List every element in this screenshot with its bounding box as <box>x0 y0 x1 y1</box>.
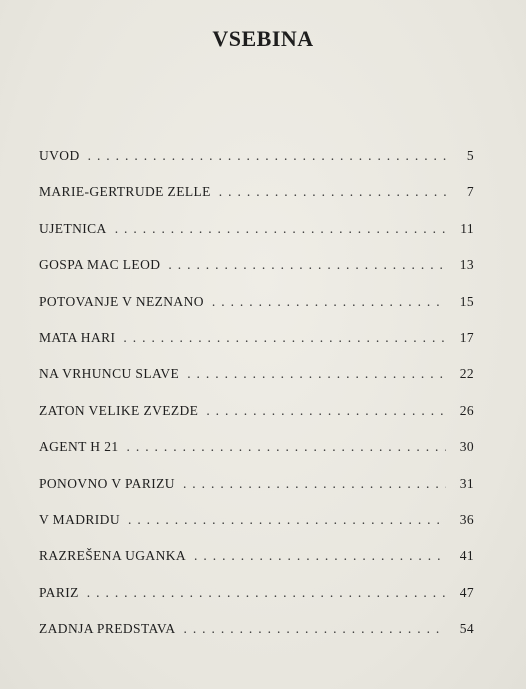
dot-leader <box>183 476 446 492</box>
toc-entry-page: 22 <box>459 366 474 382</box>
dot-leader <box>88 148 446 164</box>
dot-leader <box>194 548 446 564</box>
toc-entry-title: ZADNJA PREDSTAVA <box>39 621 176 637</box>
dot-leader <box>212 294 446 310</box>
toc-entry <box>39 439 474 475</box>
dot-leader <box>187 366 446 382</box>
toc-entry <box>39 330 474 366</box>
toc-entry-page: 13 <box>459 257 474 273</box>
toc-entry <box>39 621 474 657</box>
toc-entry-title: UVOD <box>39 148 80 163</box>
toc-entry-title: V MADRIDU <box>39 511 120 527</box>
toc-entry <box>39 403 474 439</box>
toc-entry-title: NA VRHUNCU SLAVE <box>39 366 180 382</box>
toc-entry <box>39 257 474 293</box>
toc-entry-title: AGENT H 21 <box>39 439 119 455</box>
toc-entry-page: 30 <box>459 439 474 455</box>
toc-entry-page: 26 <box>459 402 474 418</box>
toc-entry-page: 47 <box>459 584 474 600</box>
table-of-contents <box>39 148 474 657</box>
toc-entry <box>39 366 474 402</box>
page-title: VSEBINA <box>212 26 314 51</box>
toc-entry-page: 31 <box>459 475 474 491</box>
toc-entry-title: MARIE-GERTRUDE ZELLE <box>39 184 211 200</box>
toc-entry <box>39 585 474 621</box>
dot-leader <box>87 585 446 601</box>
toc-entry-title: POTOVANJE V NEZNANO <box>39 293 204 309</box>
toc-entry-title: ZATON VELIKE ZVEZDE <box>39 402 199 418</box>
toc-entry <box>39 184 474 220</box>
dot-leader <box>183 621 445 637</box>
dot-leader <box>128 512 446 528</box>
toc-entry <box>39 476 474 512</box>
toc-entry-page: 11 <box>460 220 474 236</box>
toc-entry <box>39 294 474 330</box>
toc-entry-title: GOSPA MAC LEOD <box>39 257 161 273</box>
dot-leader <box>168 257 445 273</box>
toc-entry-page: 54 <box>459 621 474 637</box>
toc-entry-page: 15 <box>459 293 474 309</box>
toc-entry-page: 7 <box>466 184 474 200</box>
toc-entry-title: MATA HARI <box>39 329 116 345</box>
toc-entry <box>39 221 474 257</box>
toc-entry-page: 41 <box>459 548 474 564</box>
toc-entry-page: 5 <box>466 148 474 163</box>
dot-leader <box>219 184 446 200</box>
dot-leader <box>115 221 446 237</box>
toc-entry <box>39 548 474 584</box>
toc-entry-page: 36 <box>459 511 474 527</box>
toc-entry-page: 17 <box>459 329 474 345</box>
toc-entry <box>39 148 474 184</box>
toc-entry <box>39 512 474 548</box>
dot-leader <box>123 330 445 346</box>
toc-entry-title: PARIZ <box>39 584 79 600</box>
toc-entry-title: UJETNICA <box>39 220 107 236</box>
toc-entry-title: PONOVNO V PARIZU <box>39 475 175 491</box>
dot-leader <box>206 403 445 419</box>
toc-entry-title: RAZREŠENA UGANKA <box>39 548 187 564</box>
dot-leader <box>127 439 446 455</box>
